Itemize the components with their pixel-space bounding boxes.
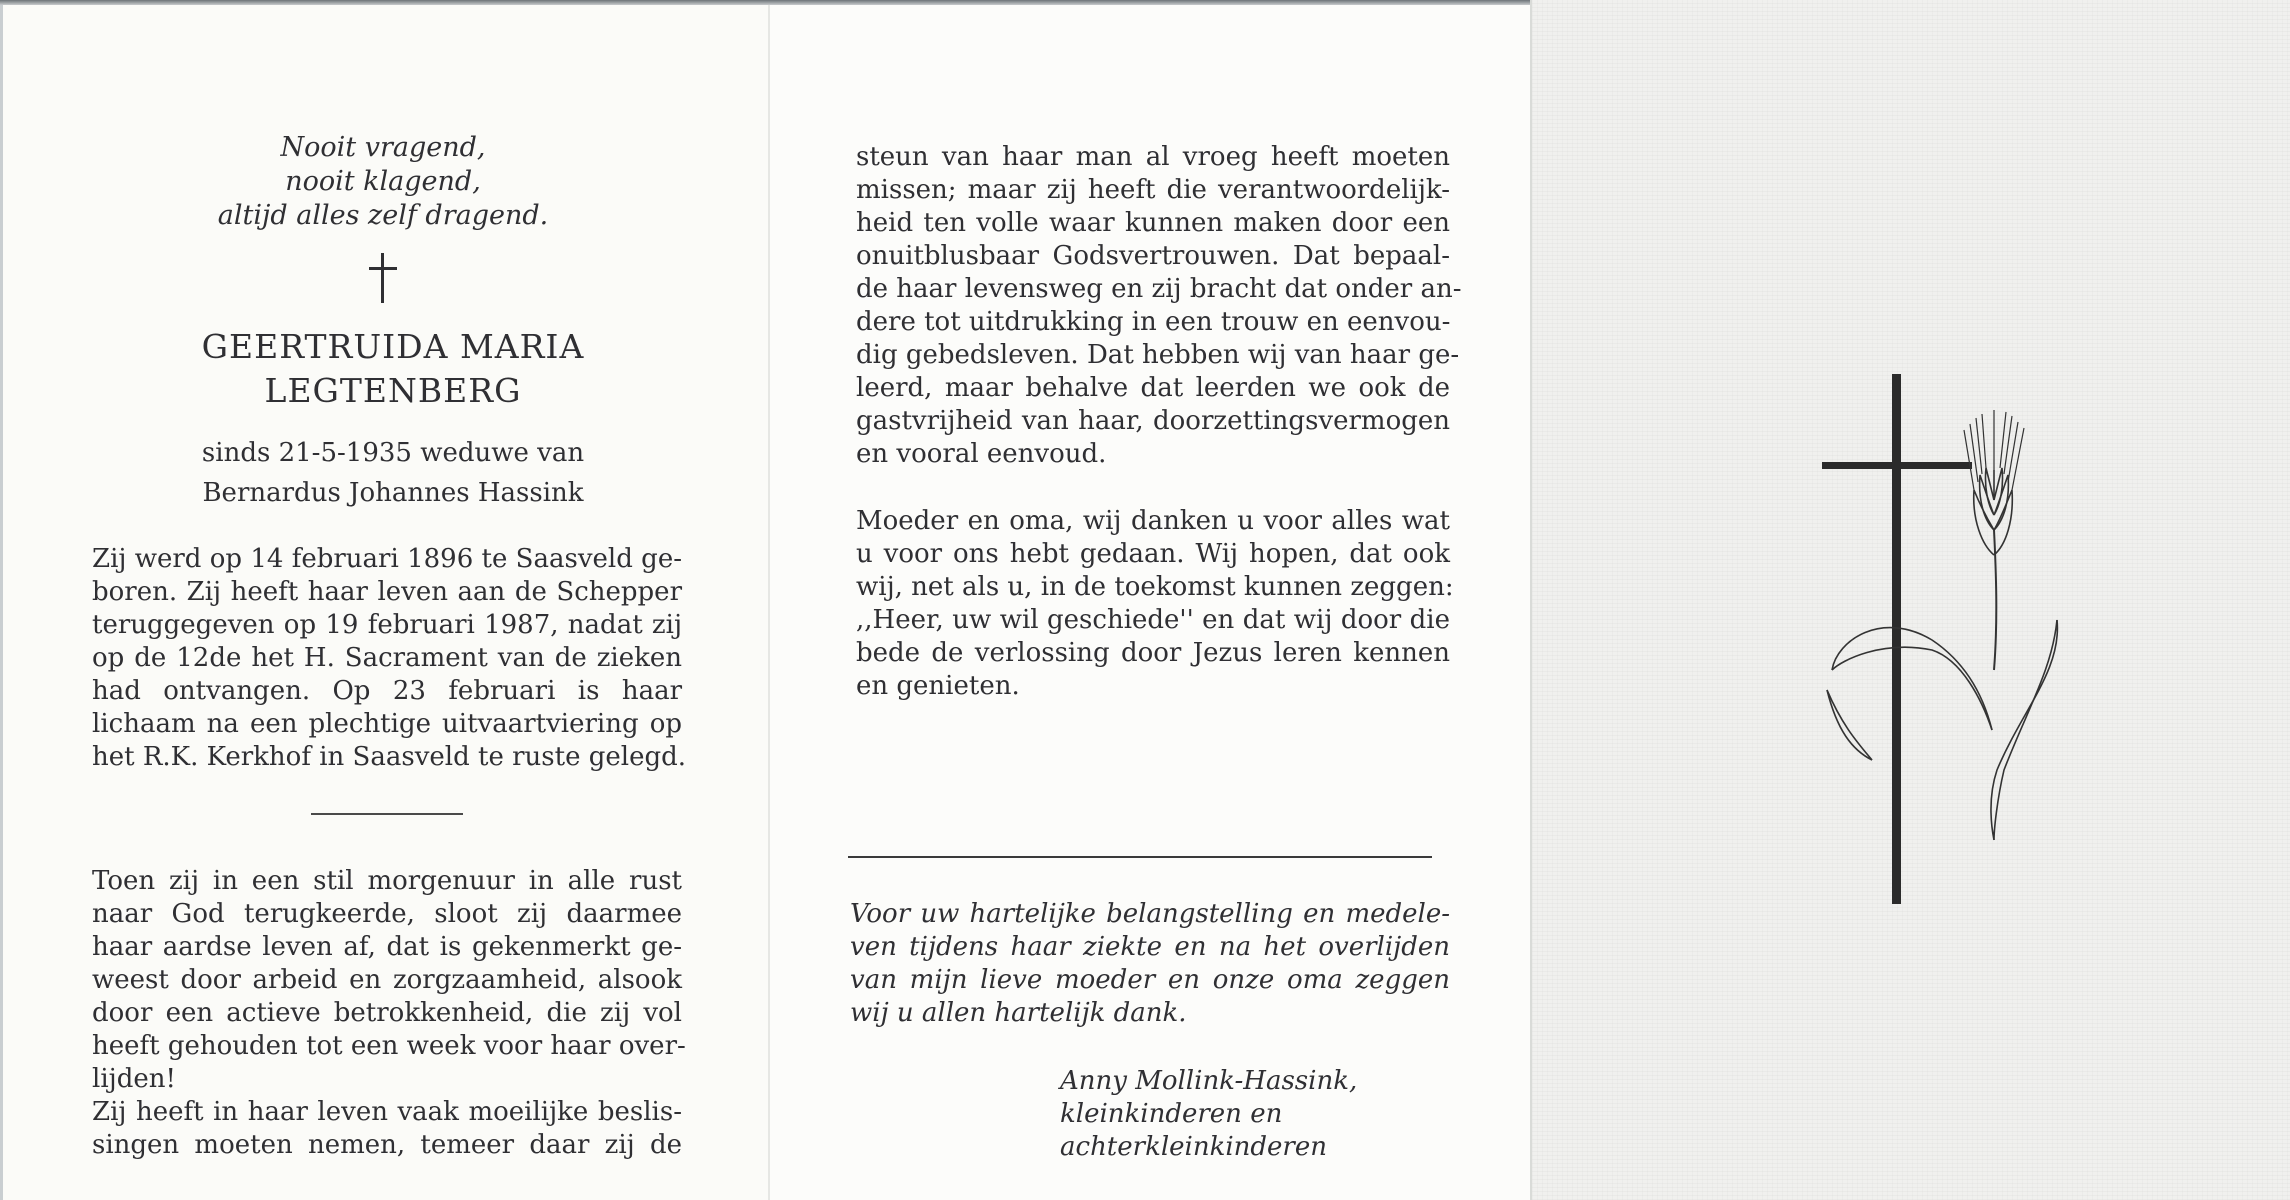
text-line: ven tijdens haar ziekte en na het overlijden — [850, 932, 1450, 962]
thanks-paragraph — [850, 898, 1450, 1030]
cover-page — [1530, 0, 2290, 1200]
text-line: dere tot uitdrukking in een trouw en eenvou- — [856, 307, 1451, 337]
text-line: Toen zij in een stil morgenuur in alle rust — [92, 866, 682, 896]
text-line: Zij werd op 14 februari 1896 te Saasveld ge- — [92, 544, 682, 574]
text-line: Zij heeft in haar leven vaak moeilijke beslis- — [92, 1097, 682, 1127]
gratitude-paragraph — [856, 505, 1454, 703]
text-line: wij u allen hartelijk dank. — [850, 998, 1187, 1028]
widow-info — [103, 433, 683, 513]
text-line: en vooral eenvoud. — [856, 439, 1107, 469]
text-line: lichaam na een plechtige uitvaartviering op — [92, 709, 682, 739]
left-page — [0, 5, 768, 1200]
text-line: de haar levensweg en zij bracht dat onder an- — [856, 274, 1462, 304]
text-line: Voor uw hartelijke belangstelling en medele- — [850, 899, 1450, 929]
middle-page — [768, 5, 1530, 1200]
text-line: bede de verlossing door Jezus leren kennen — [856, 638, 1450, 668]
name-line-2: LEGTENBERG — [264, 371, 522, 410]
text-line: gastvrijheid van haar, doorzettingsvermogen — [856, 406, 1450, 436]
text-line: weest door arbeid en zorgzaamheid, alsook — [92, 965, 682, 995]
text-line: singen moeten nemen, temeer daar zij de — [92, 1130, 682, 1160]
divider — [311, 813, 463, 815]
text-line: teruggegeven op 19 februari 1987, nadat zij — [92, 610, 682, 640]
signature-line: kleinkinderen en — [1060, 1099, 1283, 1129]
continuation-paragraph — [856, 141, 1462, 471]
text-line: lijden! — [92, 1064, 176, 1094]
signature-line: achterkleinkinderen — [1060, 1132, 1327, 1162]
poem-line: nooit klagend, — [285, 166, 481, 197]
text-line: naar God terugkeerde, sloot zij daarmee — [92, 899, 682, 929]
text-line: en genieten. — [856, 671, 1020, 701]
text-line: onuitblusbaar Godsvertrouwen. Dat bepaal- — [856, 241, 1450, 271]
since-line: sinds 21-5-1935 weduwe van — [201, 438, 585, 468]
cross-icon — [363, 251, 403, 305]
signature — [1060, 1065, 1420, 1164]
text-line: missen; maar zij heeft die verantwoordelijk- — [856, 175, 1450, 205]
text-line: dig gebedsleven. Dat hebben wij van haar ge- — [856, 340, 1460, 370]
text-line: het R.K. Kerkhof in Saasveld te ruste gelegd. — [92, 742, 687, 772]
text-line: door een actieve betrokkenheid, die zij vol — [92, 998, 682, 1028]
name-line-1: GEERTRUIDA MARIA — [201, 327, 585, 366]
poem — [143, 131, 623, 233]
life-paragraph — [92, 865, 686, 1162]
divider — [848, 856, 1432, 858]
text-line: van mijn lieve moeder en onze oma zeggen — [850, 965, 1450, 995]
text-line: heeft gehouden tot een week voor haar over- — [92, 1031, 686, 1061]
text-line: haar aardse leven af, dat is gekenmerkt ge- — [92, 932, 682, 962]
text-line: had ontvangen. Op 23 februari is haar — [92, 676, 682, 706]
biography-paragraph — [92, 543, 687, 774]
signature-line: Anny Mollink-Hassink, — [1060, 1066, 1358, 1096]
cross-wheat-icon — [1822, 370, 2062, 910]
text-line: Moeder en oma, wij danken u voor alles wat — [856, 506, 1450, 536]
poem-line: altijd alles zelf dragend. — [217, 200, 549, 231]
text-line: heid ten volle waar kunnen maken door een — [856, 208, 1450, 238]
text-line: op de 12de het H. Sacrament van de zieken — [92, 643, 682, 673]
spouse-name: Bernardus Johannes Hassink — [202, 478, 584, 508]
deceased-name — [103, 325, 683, 413]
text-line: steun van haar man al vroeg heeft moeten — [856, 142, 1450, 172]
text-line: leerd, maar behalve dat leerden we ook de — [856, 373, 1450, 403]
text-line: boren. Zij heeft haar leven aan de Schepper — [92, 577, 682, 607]
text-line: wij, net als u, in de toekomst kunnen zeggen: — [856, 572, 1454, 602]
poem-line: Nooit vragend, — [280, 132, 486, 163]
text-line: u voor ons hebt gedaan. Wij hopen, dat ook — [856, 539, 1450, 569]
text-line: ,,Heer, uw wil geschiede'' en dat wij door die — [856, 605, 1450, 635]
